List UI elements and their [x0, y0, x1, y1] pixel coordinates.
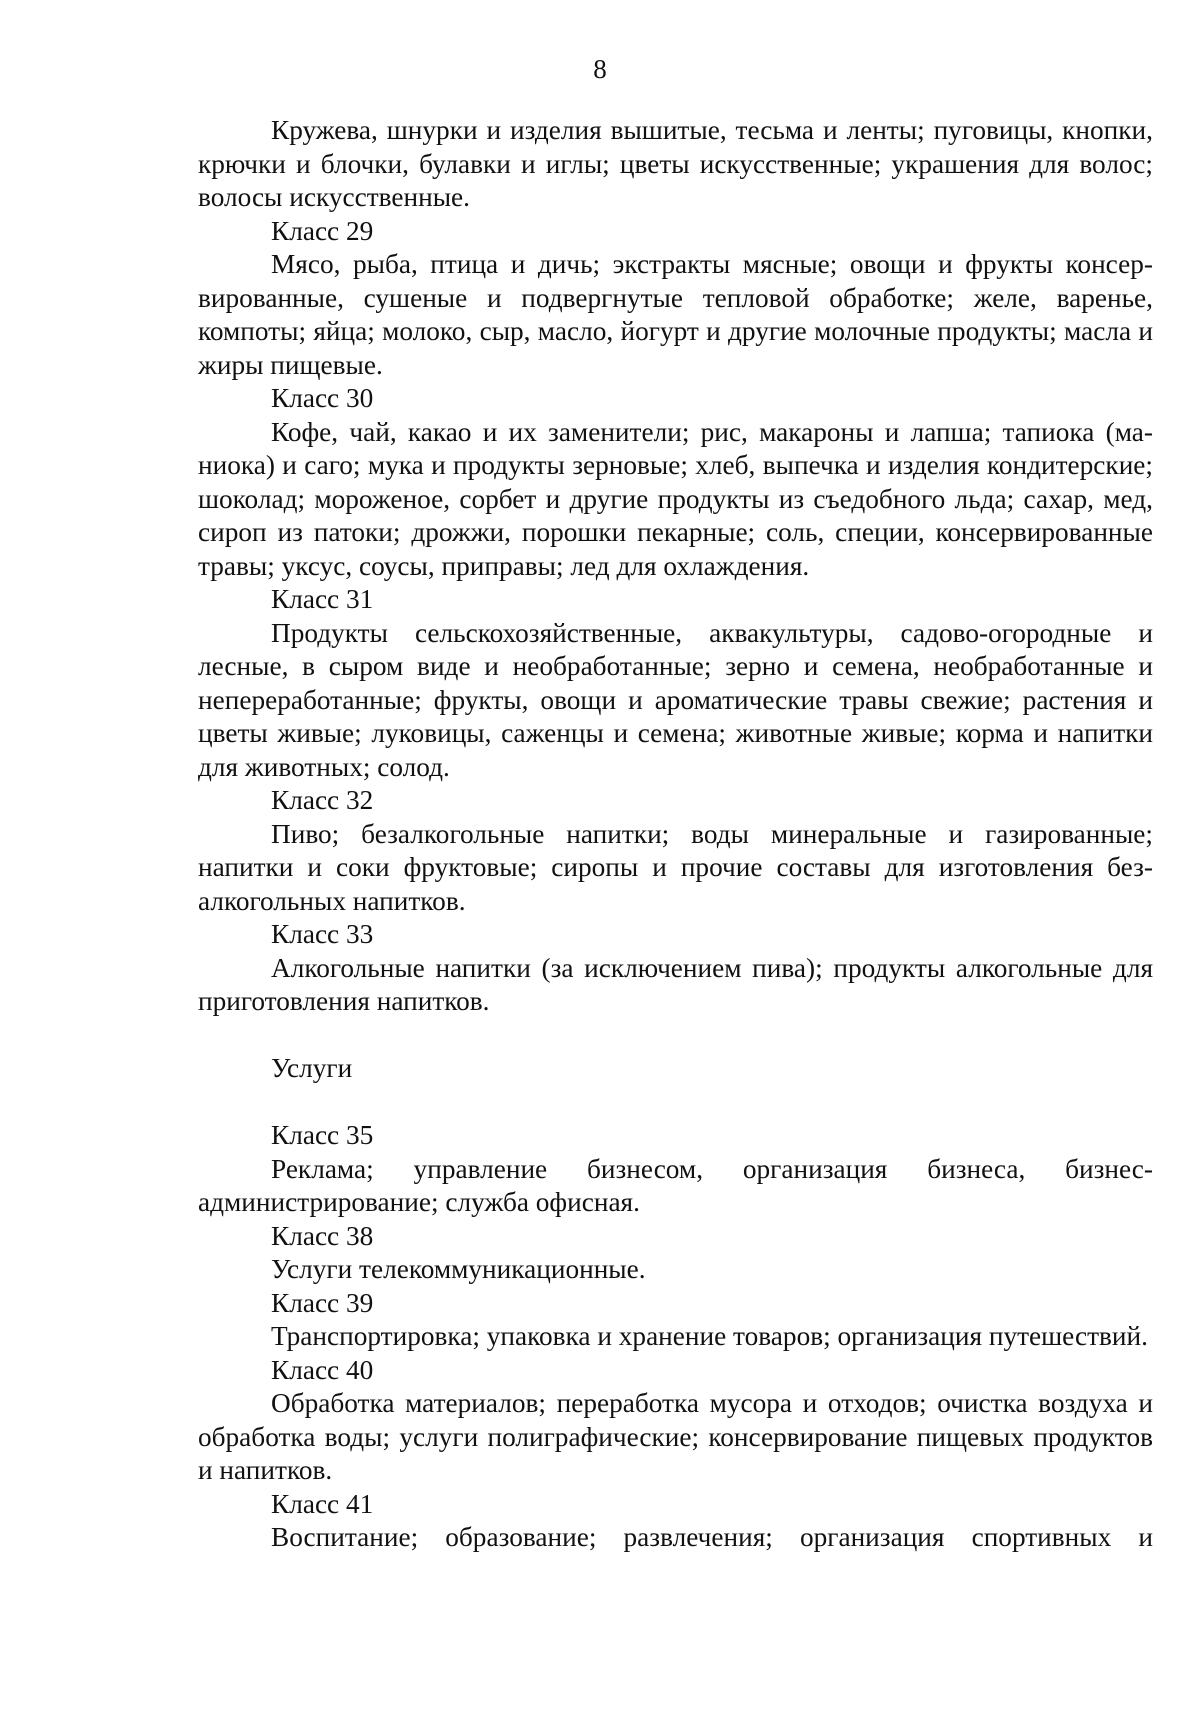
intro-paragraph: Кружева, шнурки и изделия вышитые, тесьма и ленты; пуговицы, кнопки, крючки и блочки, булавки и иглы; цветы искусственные; украшения для волос; волосы искусственные.: [198, 115, 1153, 212]
class-description: Кофе, чай, какао и их заменители; рис, макароны и лапша; тапиока (маниока) и саго; мука и продукты зерновые; хлеб, выпечка и изделия кондитерские; шоколад; мороженое, сорбет и другие продукты из съедобного льда; сахар, мед, сироп из патоки; дрожжи, порошки пекарные; соль, специи, консервированные травы; уксус, соусы, приправы; лед для охлаждения.: [198, 416, 1153, 581]
goods-class-29: [198, 215, 1153, 383]
class-heading: Класс 31: [271, 584, 374, 614]
services-class-40: [198, 1354, 1153, 1488]
class-heading: Класс 33: [271, 919, 374, 949]
class-heading: Класс 39: [271, 1287, 374, 1318]
goods-class-31: [198, 583, 1153, 784]
class-heading: Класс 38: [271, 1220, 374, 1251]
class-description: Пиво; безалкогольные напитки; воды минеральные и газированные; напитки и соки фруктовые; сиропы и прочие составы для изготовления безалкогольных напитков.: [198, 818, 1153, 916]
class-heading: Класс 41: [271, 1488, 374, 1519]
class-description: Реклама; управление бизнесом, организация бизнеса, бизнес-администрирование; служба офисная.: [198, 1153, 1153, 1217]
class-heading: Класс 32: [271, 785, 374, 815]
class-description: Транспортировка; упаковка и хранение товаров; организация путешествий.: [271, 1321, 1148, 1351]
goods-class-32: [198, 784, 1153, 918]
class-description: Воспитание; образование; развлечения; организация спортивных и: [271, 1522, 1153, 1552]
page-number: 8: [593, 54, 607, 84]
goods-class-33: [198, 918, 1153, 1019]
services-section-heading: Услуги: [271, 1053, 353, 1083]
services-class-38: [198, 1220, 1153, 1287]
goods-class-30: [198, 382, 1153, 583]
class-heading: Класс 30: [271, 383, 374, 413]
class-description: Алкогольные напитки (за исключением пива); продукты алкогольные для приготовления напитков.: [198, 952, 1153, 1016]
page-content: [198, 114, 1153, 1555]
class-heading: Класс 29: [271, 215, 374, 246]
class-description: Мясо, рыба, птица и дичь; экстракты мясные; овощи и фрукты консервированные, сушеные и подвергнутые тепловой обработке; желе, варенье, компоты; яйца; молоко, сыр, масло, йогурт и другие молочные продукты; масла и жиры пищевые.: [198, 249, 1153, 380]
class-description: Продукты сельскохозяйственные, аквакультуры, садово-огородные и лесные, в сыром виде и необработанные; зерно и семена, необработанные и непереработанные; фрукты, овощи и ароматические травы свежие; растения и цветы живые; луковицы, саженцы и семена; животные живые; корма и напитки для животных; солод.: [198, 617, 1153, 782]
services-class-39: [198, 1287, 1153, 1354]
class-description: Обработка материалов; переработка мусора и отходов; очистка воздуха и обработка воды; услуги полиграфические; консервирование пищевых продуктов и напитков.: [198, 1388, 1153, 1485]
class-heading: Класс 40: [271, 1354, 374, 1385]
class-description: Услуги телекоммуникационные.: [271, 1254, 646, 1284]
services-class-35: [198, 1119, 1153, 1220]
services-class-41: [198, 1488, 1153, 1555]
class-heading: Класс 35: [271, 1120, 374, 1150]
